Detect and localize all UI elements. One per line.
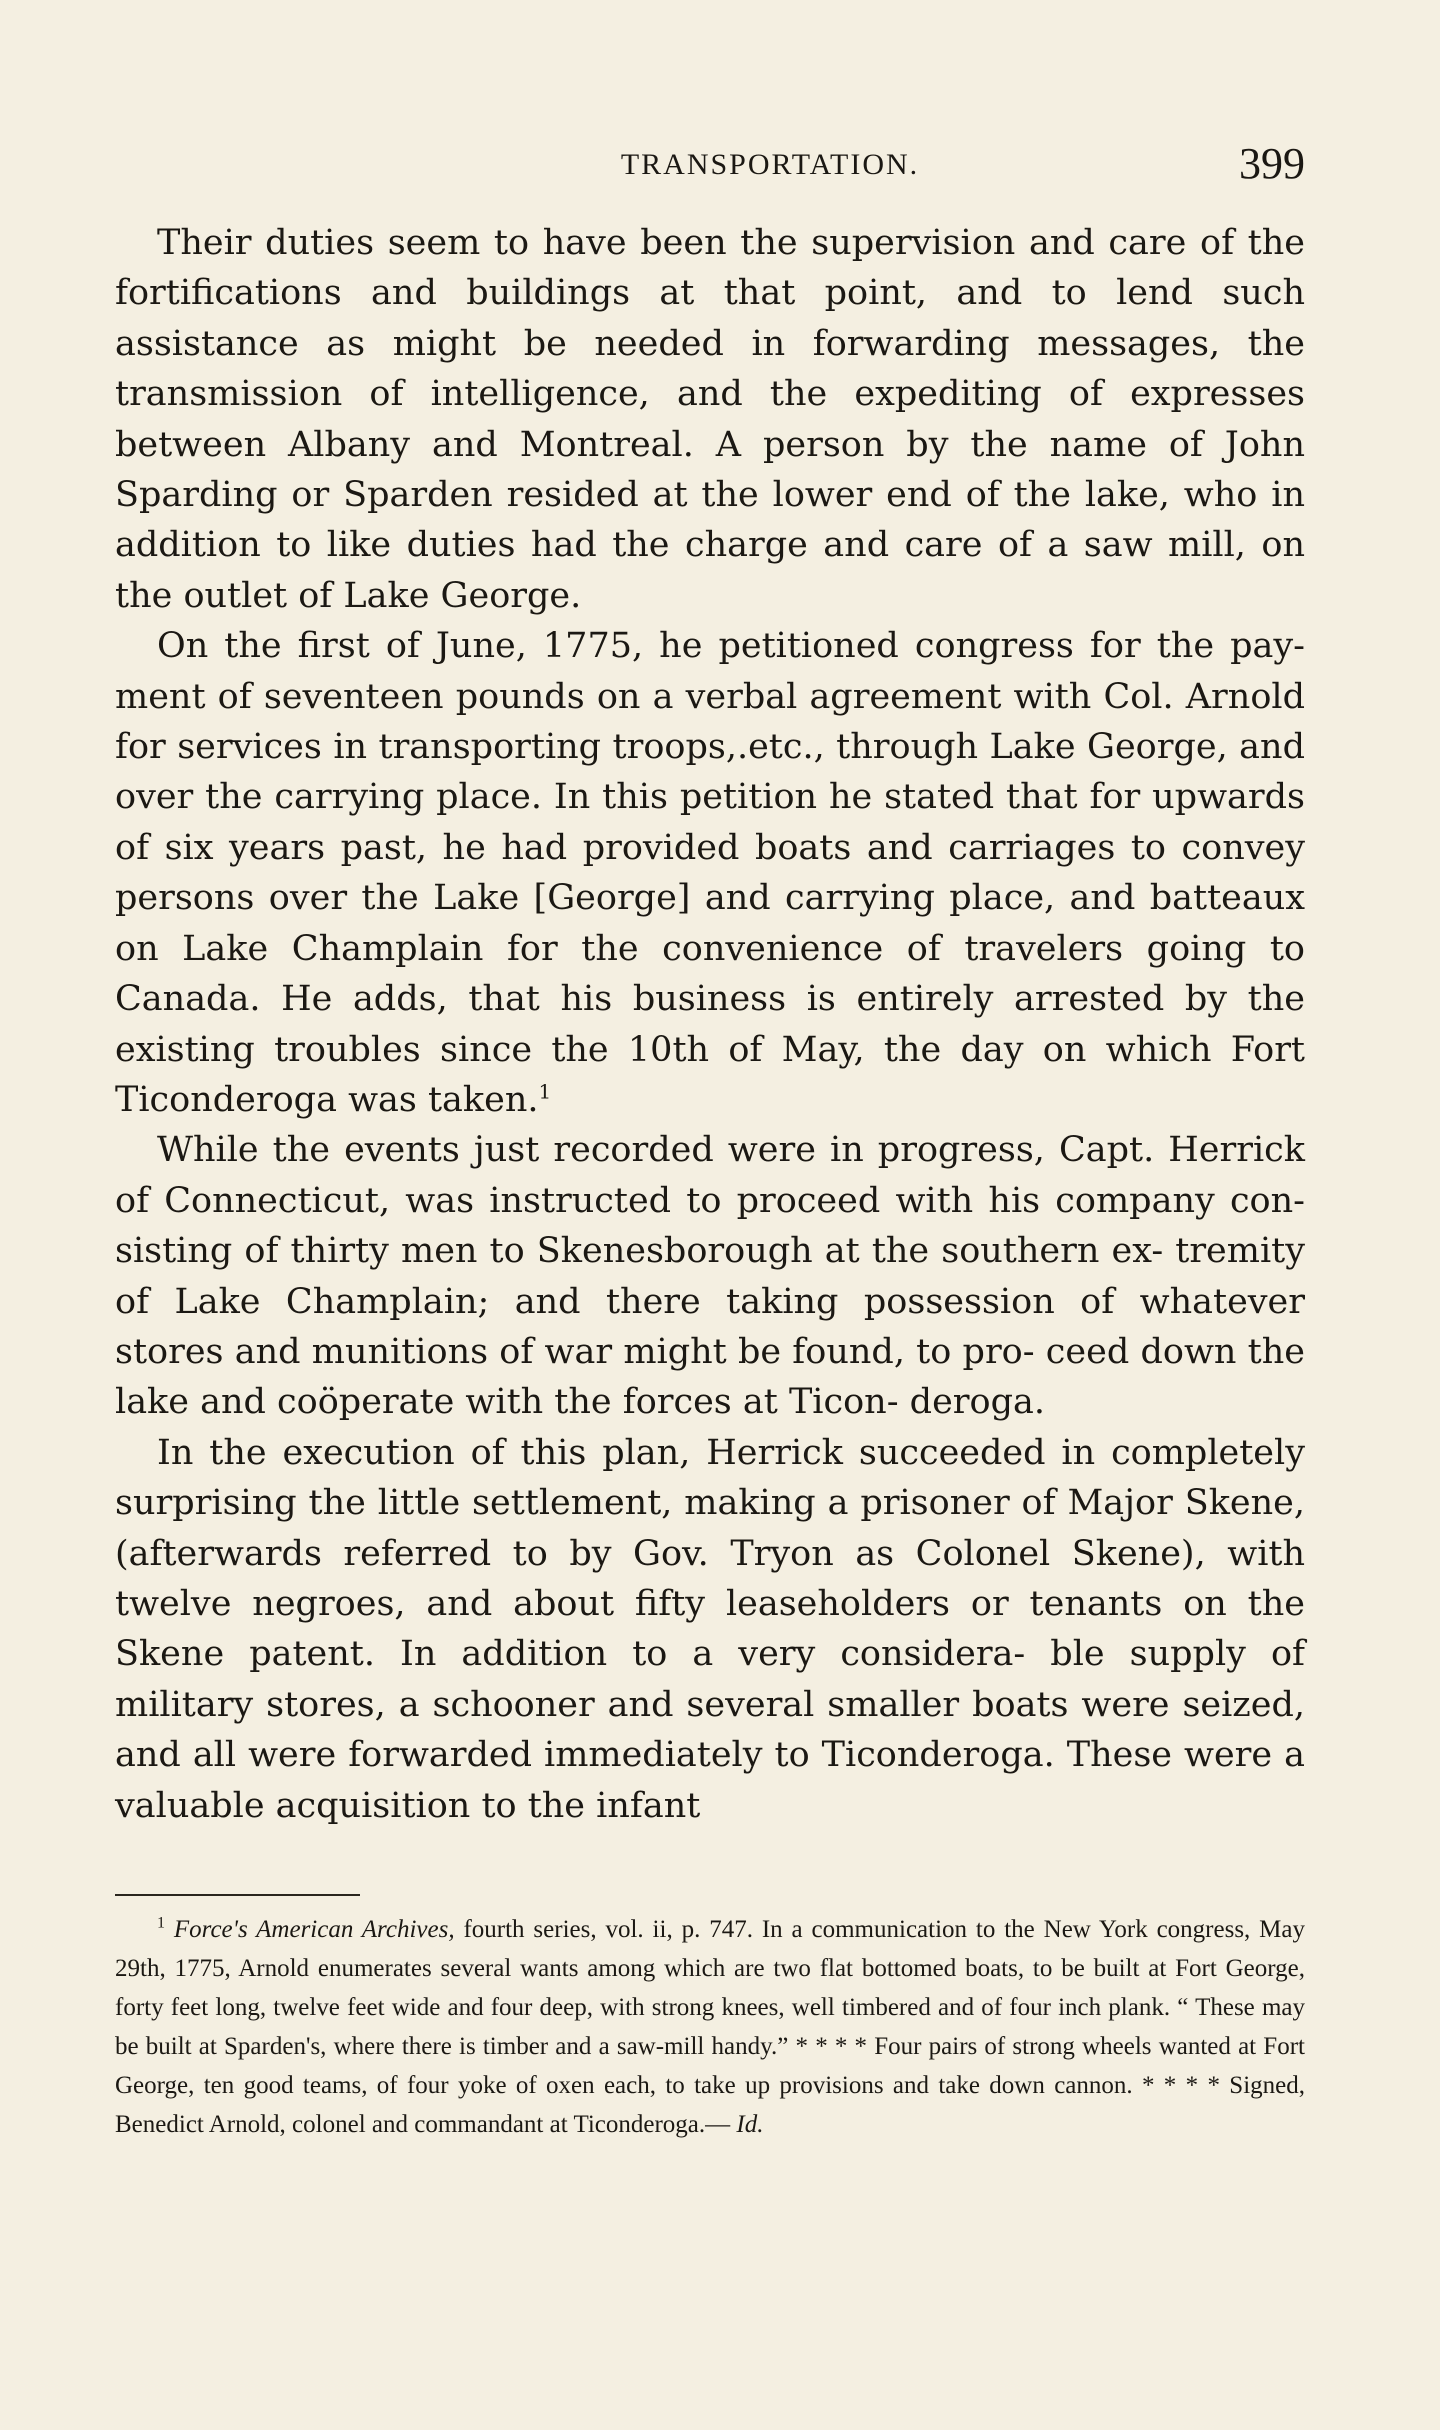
body-text [115, 218, 1305, 1831]
paragraph-petition [115, 621, 1305, 1125]
paragraph-text: Their duties seem to have been the supervision and care of the fortifications and buildings at that point, and to lend such assistance as might be needed in forwarding messages, the transmission of intelligence, and the expediting of expresses between Albany and Montreal. A person by the name of John Sparding or Sparden resided at the lower end of the lake, who in addition to like duties had the charge and care of a saw mill, on the outlet of Lake George. [115, 223, 1305, 616]
footnote-rule [115, 1894, 360, 1896]
footnote-marker: 1 [157, 1914, 165, 1932]
paragraph-text: In the execution of this plan, Herrick succeeded in completely surprising the little settlement, making a prisoner of Major Skene, (afterwards referred to by Gov. Tryon as Colonel Skene), with twelve negroes, and about fifty leaseholders or tenants on the Skene patent. In addition to a very considera- ble supply of military stores, a schooner and several smaller boats were seized, and all were forwarded immediately to Ticonderoga. These were a valuable acquisition to the infant [115, 1432, 1305, 1826]
footnote-source-title: Force's American Archives, [173, 1916, 455, 1943]
paragraph-text: While the events just recorded were in progress, Capt. Herrick of Connecticut, was instructed to proceed with his company con- sisting of thirty men to Skenesborough at the southern ex- tremity of Lake Champlain; and there taking possession of whatever stores and munitions of war might be found, to pro- ceed down the lake and coöperate with the forces at Ticon- deroga. [115, 1130, 1305, 1423]
footnote-reference: 1 [538, 1079, 552, 1104]
running-head [115, 138, 1305, 198]
footnote-ibid: Id. [736, 2111, 764, 2138]
paragraph-text: On the first of June, 1775, he petitioned congress for the pay- ment of seventeen pounds on a verbal agreement with Col. Arnold for services in transporting troops,.etc., through Lake George, and over the carrying place. In this petition he stated that for upwards of six years past, he had provided boats and carriages to convey persons over the Lake [George] and carrying place, and batteaux on Lake Champlain for the convenience of travelers going to Canada. He adds, that his business is entirely arrested by the existing troubles since the 10th of May, the day on which Fort Ticonderoga was taken. [115, 626, 1305, 1120]
footnote [115, 1910, 1305, 2144]
paragraph-duties [115, 218, 1305, 621]
paragraph-herrick [115, 1125, 1305, 1427]
running-title: TRANSPORTATION. [620, 148, 920, 181]
page-number: 399 [1239, 139, 1305, 188]
footnote-text: fourth series, vol. ii, p. 747. In a communication to the New York congress, May 29th, 1775, Arnold enumerates several wants among which are two flat bottomed boats, to be built at Fort George, forty feet long, twelve feet wide and four deep, with strong knees, well timbered and of four inch plank. “ These may be built at Sparden's, where there is timber and a saw-mill handy.” * * * * Four pairs of strong wheels wanted at Fort George, ten good teams, of four yoke of oxen each, to take up provisions and take down cannon. * * * * Signed, Benedict Arnold, colonel and commandant at Ticonderoga.— [115, 1916, 1306, 2138]
paragraph-execution [115, 1428, 1305, 1831]
